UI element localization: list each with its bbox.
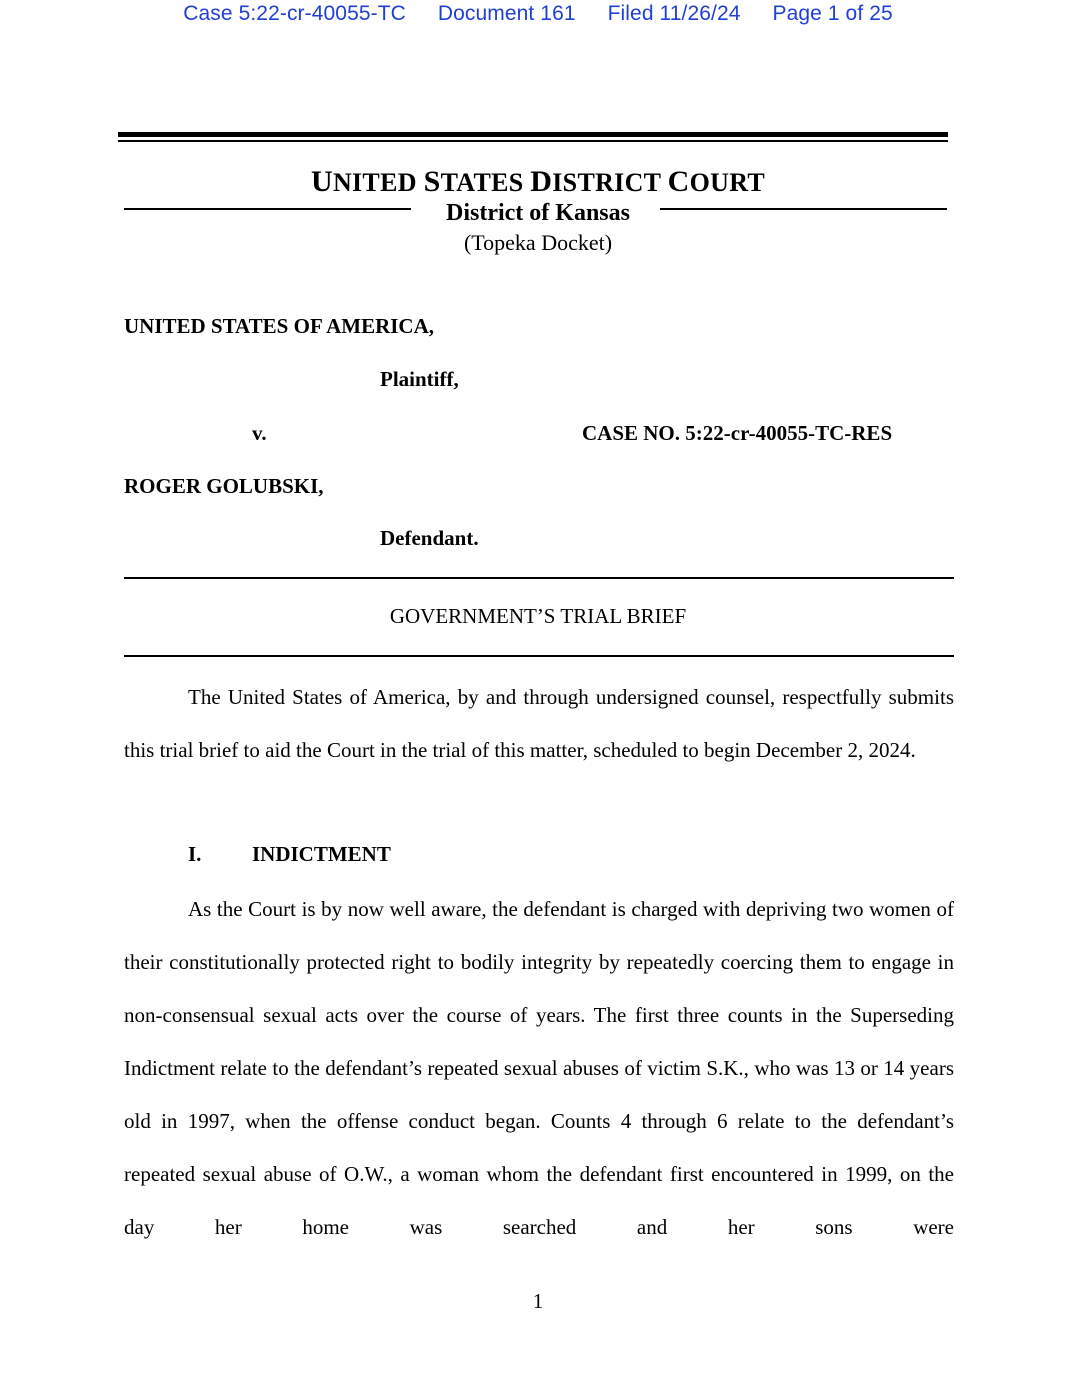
intro-paragraph xyxy=(124,671,954,777)
defendant-name: ROGER GOLUBSKI, xyxy=(124,474,324,498)
page-number: 1 xyxy=(532,1289,544,1313)
court-docket: (Topeka Docket) xyxy=(463,230,613,255)
section-heading xyxy=(188,842,391,867)
defendant-role: Defendant. xyxy=(380,526,479,550)
top-rule-thin xyxy=(118,140,948,142)
court-title: UNITED STATES DISTRICT COURT xyxy=(310,165,766,198)
ecf-header xyxy=(0,2,1076,26)
body-paragraph xyxy=(124,883,954,1254)
versus-label: v. xyxy=(252,421,267,445)
document-title: GOVERNMENT’S TRIAL BRIEF xyxy=(389,604,687,628)
ecf-case-number: Case 5:22-cr-40055-TC xyxy=(183,2,406,25)
plaintiff-role: Plaintiff, xyxy=(380,367,459,391)
ecf-document-number: Document 161 xyxy=(437,2,576,25)
body-paragraph-text: As the Court is by now well aware, the defendant is charged with depriving two women of their constitutionally protected right to bodily integrity by repeatedly coercing them to engage in non-consensual sexual acts over the course of years. The first three counts in the Superseding Indictment relate to the defendant’s repeated sexual abuses of victim S.K., who was 13 or 14 years old in 1997, when the offense conduct began. Counts 4 through 6 relate to the defendant’s repeated sexual abuse of O.W., a woman whom the defendant first encountered in 1999, on the day her home was searched and her sons were xyxy=(124,897,954,1239)
court-district: District of Kansas xyxy=(446,200,630,226)
intro-paragraph-text: The United States of America, by and through undersigned counsel, respectfully submits this trial brief to aid the Court in the trial of this matter, scheduled to begin December 2, 2024. xyxy=(124,685,954,762)
section-number: I. xyxy=(188,842,202,866)
title-rule-bottom xyxy=(124,655,954,657)
plaintiff-name: UNITED STATES OF AMERICA, xyxy=(124,314,434,338)
ecf-filed-date: Filed 11/26/24 xyxy=(607,2,741,25)
district-rule-right xyxy=(660,208,947,210)
case-number: CASE NO. 5:22-cr-40055-TC-RES xyxy=(582,421,893,445)
section-title: INDICTMENT xyxy=(252,842,391,866)
top-rule-thick xyxy=(118,132,948,137)
caption-rule-bottom xyxy=(124,577,954,579)
ecf-page-count: Page 1 of 25 xyxy=(772,2,893,25)
